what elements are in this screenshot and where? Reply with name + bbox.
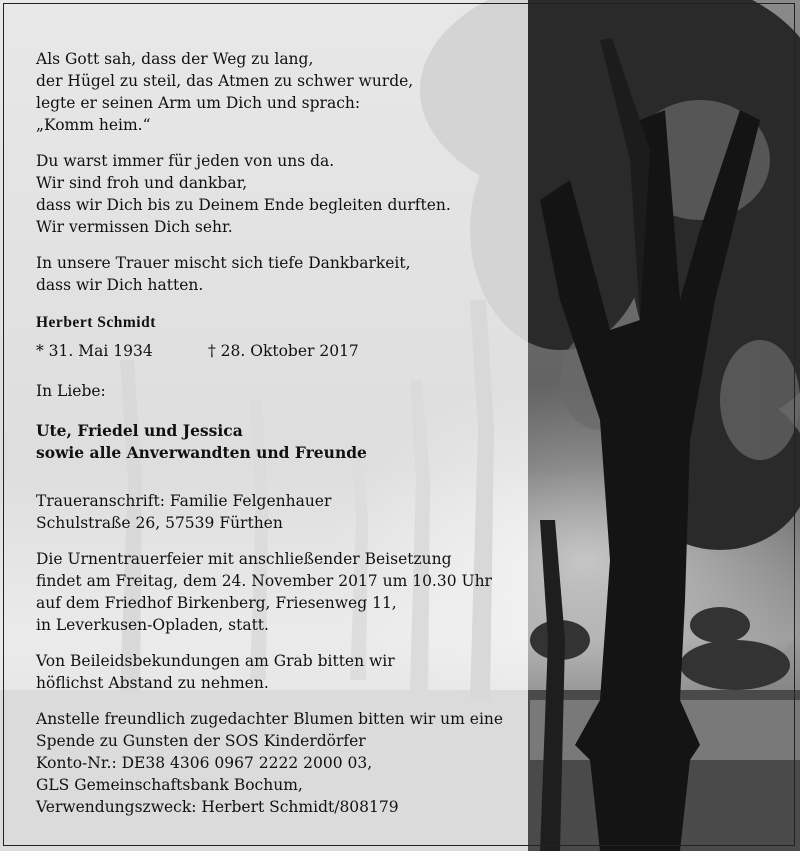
donation-line: Anstelle freundlich zugedachter Blumen bitten wir um eine <box>36 710 504 728</box>
poem-line: legte er seinen Arm um Dich und sprach: <box>36 94 361 112</box>
address-line: Schulstraße 26, 57539 Fürthen <box>36 514 283 532</box>
birth-date: * 31. Mai 1934 <box>36 342 153 360</box>
donation-line: Spende zu Gunsten der SOS Kinderdörfer <box>36 732 366 750</box>
ceremony-line: in Leverkusen-Opladen, statt. <box>36 616 269 634</box>
donation-line: Konto-Nr.: DE38 4306 0967 2222 2000 03, <box>36 754 373 772</box>
life-dates <box>36 340 526 362</box>
poem-line: dass wir Dich bis zu Deinem Ende begleiten durften. <box>36 196 451 214</box>
poem-line: In unsere Trauer mischt sich tiefe Dankbarkeit, <box>36 254 411 272</box>
donation-line: Verwendungszweck: Herbert Schmidt/808179 <box>36 798 399 816</box>
mourner-names: sowie alle Anverwandten und Freunde <box>36 443 367 462</box>
address-line: Traueranschrift: Familie Felgenhauer <box>36 492 332 510</box>
mourner-names: Ute, Friedel und Jessica <box>36 421 243 440</box>
poem-line: Als Gott sah, dass der Weg zu lang, <box>36 50 314 68</box>
poem-line: dass wir Dich hatten. <box>36 276 204 294</box>
ceremony-line: Die Urnentrauerfeier mit anschließender Beisetzung <box>36 550 452 568</box>
death-date: † 28. Oktober 2017 <box>208 342 359 360</box>
poem <box>36 48 526 296</box>
condolences-line: Von Beileidsbekundungen am Grab bitten wir <box>36 652 395 670</box>
poem-line: der Hügel zu steil, das Atmen zu schwer wurde, <box>36 72 414 90</box>
poem-line: Wir sind froh und dankbar, <box>36 174 248 192</box>
ceremony-line: findet am Freitag, dem 24. November 2017 um 10.30 Uhr <box>36 572 492 590</box>
poem-line: Wir vermissen Dich sehr. <box>36 218 233 236</box>
poem-line: Du warst immer für jeden von uns da. <box>36 152 335 170</box>
poem-line: „Komm heim.“ <box>36 116 151 134</box>
condolences-line: höflichst Abstand zu nehmen. <box>36 674 269 692</box>
deceased-name: Herbert Schmidt <box>36 314 156 331</box>
donation-line: GLS Gemeinschaftsbank Bochum, <box>36 776 303 794</box>
ceremony-line: auf dem Friedhof Birkenberg, Friesenweg 11, <box>36 594 397 612</box>
notice-text <box>36 48 526 818</box>
mourners-intro: In Liebe: <box>36 382 106 400</box>
